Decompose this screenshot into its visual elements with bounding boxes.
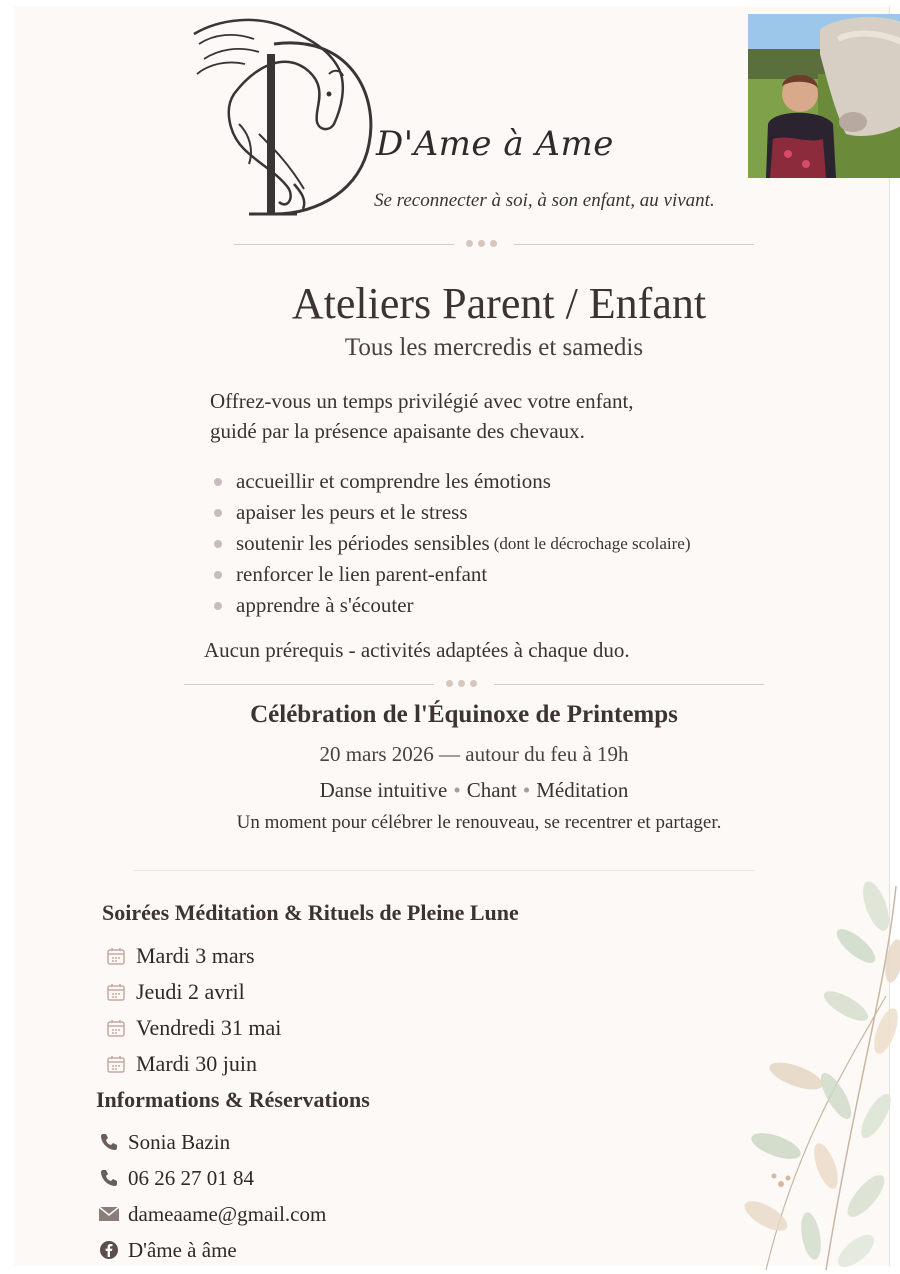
info-title: Informations & Réservations bbox=[96, 1087, 370, 1112]
workshops-subtitle: Tous les mercredis et samedis bbox=[344, 334, 644, 361]
list-item: Vendredi 31 mai bbox=[106, 1010, 281, 1046]
contact-phone[interactable]: 06 26 27 01 84 bbox=[98, 1160, 326, 1196]
calendar-icon bbox=[106, 982, 126, 1002]
list-item: renforcer le lien parent-enfant bbox=[214, 559, 691, 590]
benefits-list bbox=[214, 466, 691, 621]
list-item: Jeudi 2 avril bbox=[106, 974, 281, 1010]
equinox-description: Un moment pour célébrer le renouveau, se recentrer et partager. bbox=[236, 812, 722, 833]
bullet-dot-icon bbox=[214, 602, 222, 610]
workshops-note: Aucun prérequis - activités adaptées à chaque duo. bbox=[204, 638, 630, 662]
list-item: Mardi 3 mars bbox=[106, 938, 281, 974]
facebook-icon bbox=[98, 1239, 120, 1261]
contact-list bbox=[98, 1124, 326, 1268]
full-moon-title: Soirées Méditation & Rituels de Pleine Lune bbox=[102, 900, 519, 925]
tagline: Se reconnecter à soi, à son enfant, au vivant. bbox=[374, 190, 715, 211]
list-item: apaiser les peurs et le stress bbox=[214, 497, 691, 528]
list-item: Mardi 30 juin bbox=[106, 1046, 281, 1082]
workshops-intro bbox=[210, 386, 634, 446]
equinox-activities bbox=[14, 778, 900, 803]
list-item: apprendre à s'écouter bbox=[214, 590, 691, 621]
calendar-icon bbox=[106, 946, 126, 966]
contact-facebook[interactable]: D'âme à âme bbox=[98, 1232, 326, 1268]
list-item: accueillir et comprendre les émotions bbox=[214, 466, 691, 497]
workshops-title: Ateliers Parent / Enfant bbox=[291, 279, 707, 328]
intro-line-1: Offrez-vous un temps privilégié avec votre enfant, bbox=[210, 389, 634, 413]
activity-meditation: Méditation bbox=[536, 778, 629, 802]
intro-line-2: guidé par la présence apaisante des chevaux. bbox=[210, 419, 585, 443]
phone-icon bbox=[98, 1131, 120, 1153]
bullet-dot-icon bbox=[214, 540, 222, 548]
activity-song: Chant bbox=[466, 778, 517, 802]
bullet-note: (dont le décrochage scolaire) bbox=[493, 533, 691, 553]
activity-separator: • bbox=[453, 778, 461, 802]
divider-top bbox=[234, 238, 754, 252]
bullet-dot-icon bbox=[214, 478, 222, 486]
activity-separator: • bbox=[522, 778, 531, 802]
divider-lower bbox=[134, 864, 754, 878]
equinox-title: Célébration de l'Équinoxe de Printemps bbox=[250, 701, 678, 728]
divider-middle bbox=[184, 678, 764, 692]
list-item: soutenir les périodes sensibles (dont le décrochage scolaire) bbox=[214, 528, 691, 559]
horse-logo-icon bbox=[179, 14, 384, 219]
calendar-icon bbox=[106, 1018, 126, 1038]
child-horse-photo bbox=[748, 14, 900, 178]
bullet-dot-icon bbox=[214, 571, 222, 579]
full-moon-dates bbox=[106, 938, 281, 1082]
contact-email[interactable]: dameaame@gmail.com bbox=[98, 1196, 326, 1232]
contact-name: Sonia Bazin bbox=[98, 1124, 326, 1160]
phone-icon bbox=[98, 1167, 120, 1189]
decorative-leaves-icon bbox=[736, 866, 900, 1270]
activity-dance: Danse intuitive bbox=[319, 778, 448, 802]
flyer-page bbox=[14, 6, 890, 1266]
email-icon bbox=[98, 1203, 120, 1225]
equinox-date: 20 mars 2026 — autour du feu à 19h bbox=[319, 742, 629, 766]
calendar-icon bbox=[106, 1054, 126, 1074]
bullet-dot-icon bbox=[214, 509, 222, 517]
brand-name: D'Ame à Ame bbox=[376, 124, 614, 164]
